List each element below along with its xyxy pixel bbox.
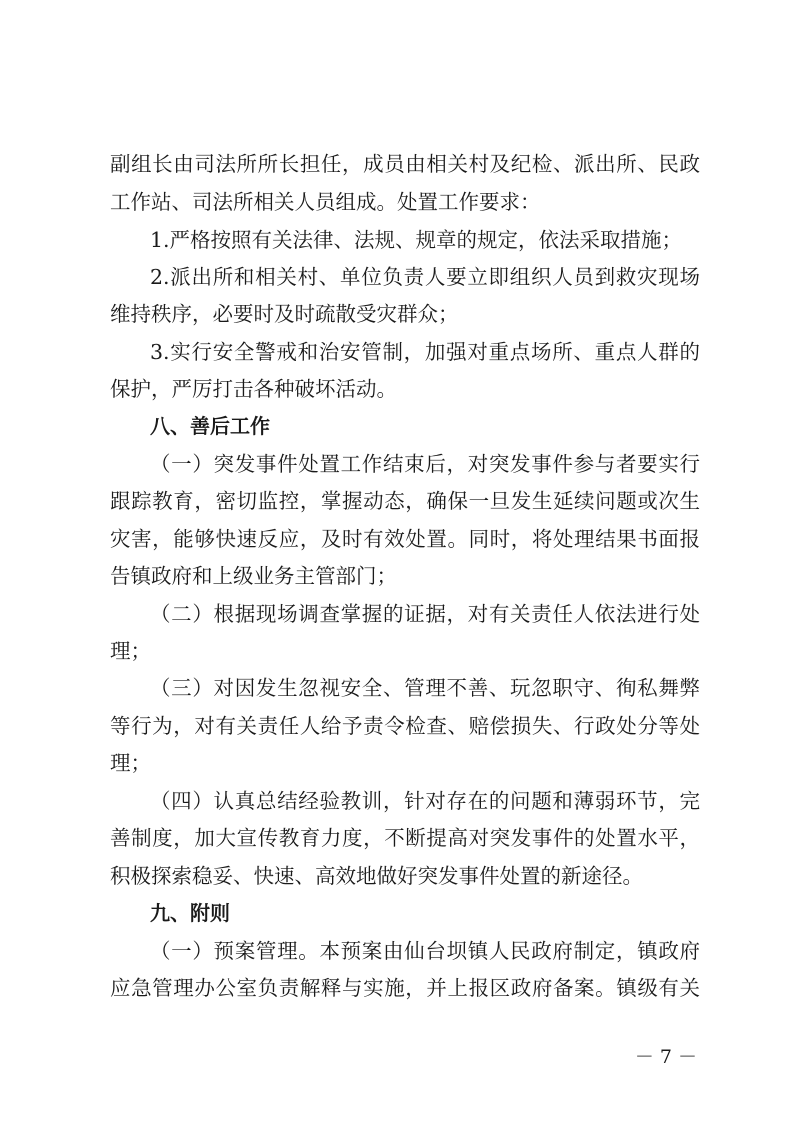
section-heading-9: 九、附则 [150,901,230,925]
body-text-line: 理； [110,639,151,663]
body-text-line: 应急管理办公室负责解释与实施，并上报区政府备案。镇级有关 [110,976,700,1000]
list-item-2: 2.派出所和相关村、单位负责人要立即组织人员到救灾现场 [150,265,700,289]
list-item-3: 3.实行安全警戒和治安管制，加强对重点场所、重点人群的 [150,340,700,364]
body-text-line: 工作站、司法所相关人员组成。处置工作要求： [110,190,541,214]
body-text-line: 保护，严厉打击各种破坏活动。 [110,377,397,401]
body-text-line: 灾害，能够快速反应，及时有效处置。同时，将处理结果书面报 [110,527,700,551]
body-text-line: 告镇政府和上级业务主管部门； [110,564,397,588]
body-text-line: 跟踪教育，密切监控，掌握动态，确保一旦发生延续问题或次生 [110,489,700,513]
section-heading-8: 八、善后工作 [150,414,270,438]
paragraph-aftercare-4: （四）认真总结经验教训，针对存在的问题和薄弱环节，完 [150,789,700,813]
paragraph-aftercare-3: （三）对因发生忽视安全、管理不善、玩忽职守、徇私舞弊 [150,676,700,700]
body-text-line: 维持秩序，必要时及时疏散受灾群众； [110,302,459,326]
page-number: － 7 － [634,1046,697,1068]
body-text-line: 善制度，加大宣传教育力度，不断提高对突发事件的处置水平， [110,826,700,850]
body-text-line: 积极探索稳妥、快速、高效地做好突发事件处置的新途径。 [110,864,643,888]
paragraph-aftercare-2: （二）根据现场调查掌握的证据，对有关责任人依法进行处 [150,602,700,626]
body-text-line: 理； [110,751,151,775]
paragraph-aftercare-1: （一）突发事件处置工作结束后，对突发事件参与者要实行 [150,452,700,476]
body-text-line: 副组长由司法所所长担任，成员由相关村及纪检、派出所、民政 [110,152,700,176]
list-item-1: 1.严格按照有关法律、法规、规章的规定，依法采取措施； [150,228,683,252]
body-text-line: 等行为，对有关责任人给予责令检查、赔偿损失、行政处分等处 [110,714,700,738]
paragraph-appendix-1: （一）预案管理。本预案由仙台坝镇人民政府制定，镇政府 [150,939,700,963]
